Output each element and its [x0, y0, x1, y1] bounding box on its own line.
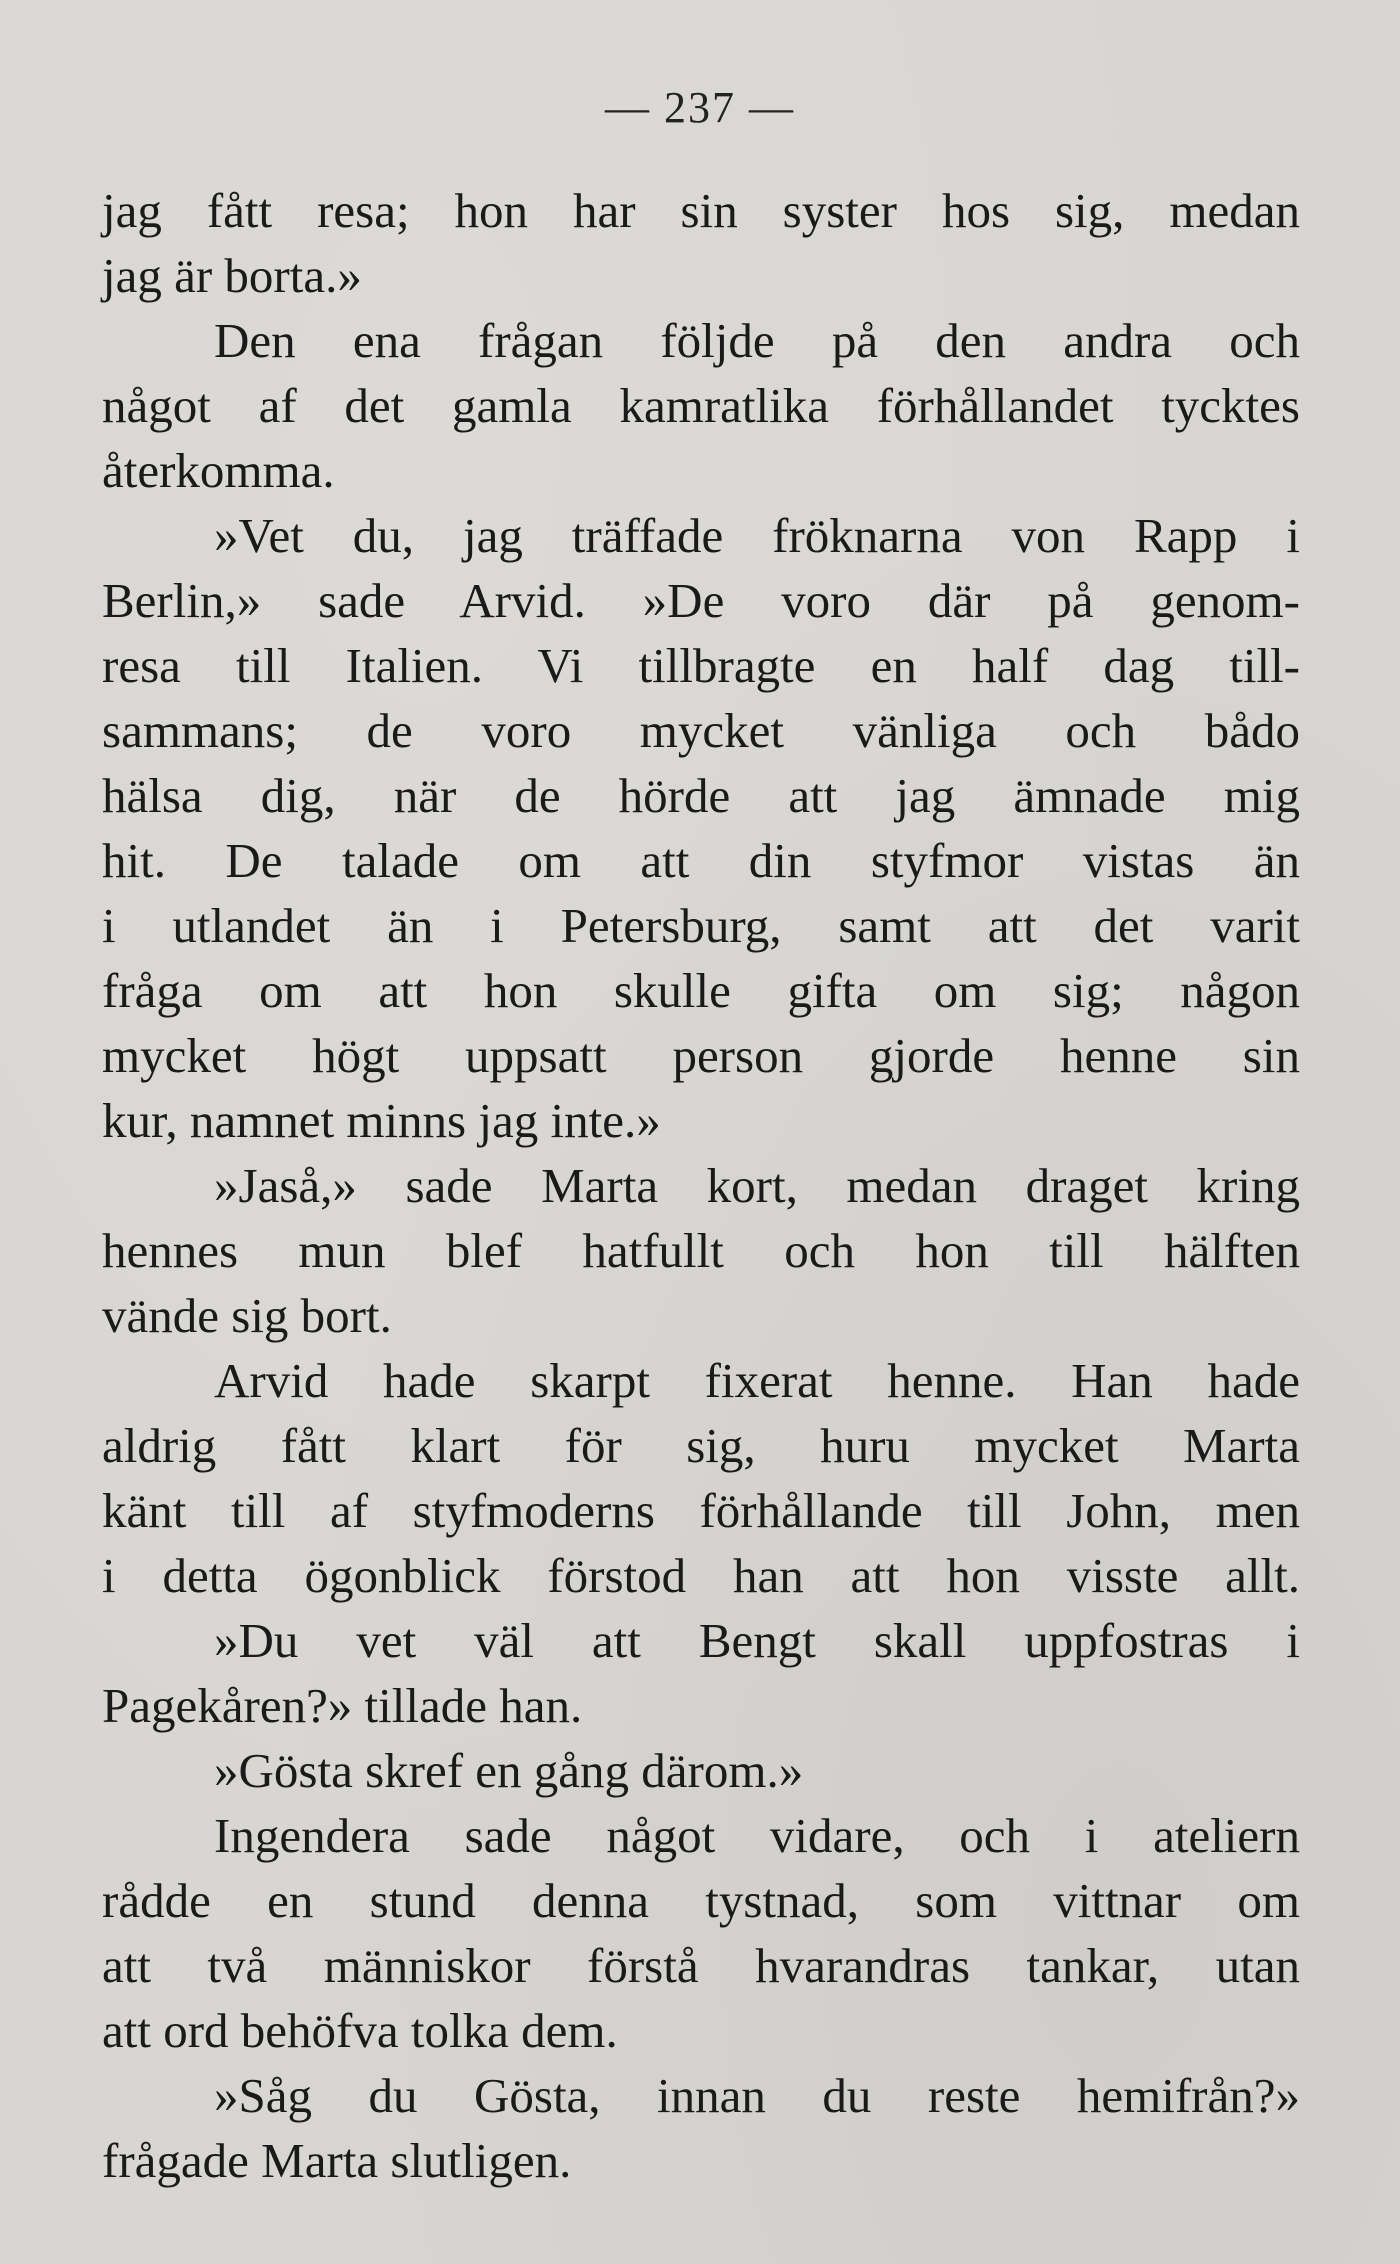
text-line: »Vet du, jag träffade fröknarna von Rapp i: [214, 508, 1300, 563]
text-line: rådde en stund denna tystnad, som vittnar om: [102, 1873, 1300, 1928]
text-line: att ord behöfva tolka dem.: [102, 2003, 618, 2058]
text-line: återkomma.: [102, 443, 335, 498]
text-line: Arvid hade skarpt fixerat henne. Han hade: [214, 1353, 1300, 1408]
text-line: aldrig fått klart för sig, huru mycket Marta: [102, 1418, 1300, 1473]
text-line: kur, namnet minns jag inte.»: [102, 1093, 661, 1148]
text-line: Den ena frågan följde på den andra och: [214, 313, 1300, 368]
text-line: känt till af styfmoderns förhållande till John, men: [102, 1483, 1300, 1538]
text-line: vände sig bort.: [102, 1288, 392, 1343]
text-line: att två människor förstå hvarandras tankar, utan: [102, 1938, 1300, 1993]
text-line: frågade Marta slutligen.: [102, 2133, 572, 2188]
text-line: Ingendera sade något vidare, och i ateliern: [214, 1808, 1300, 1863]
text-line: hit. De talade om att din styfmor vistas än: [102, 833, 1300, 888]
body-text: [102, 178, 1300, 2193]
text-line: sammans; de voro mycket vänliga och bådo: [102, 703, 1300, 758]
text-line: »Gösta skref en gång därom.»: [214, 1743, 804, 1798]
text-line: »Jaså,» sade Marta kort, medan draget kring: [214, 1158, 1300, 1213]
text-line: jag är borta.»: [102, 248, 362, 303]
text-line: jag fått resa; hon har sin syster hos sig, medan: [102, 183, 1300, 238]
text-line: fråga om att hon skulle gifta om sig; någon: [102, 963, 1300, 1018]
text-line: något af det gamla kamratlika förhållandet tycktes: [102, 378, 1300, 433]
text-line: Pagekåren?» tillade han.: [102, 1678, 583, 1733]
text-line: »Såg du Gösta, innan du reste hemifrån?»: [214, 2068, 1300, 2123]
text-line: i detta ögonblick förstod han att hon visste allt.: [102, 1548, 1300, 1603]
text-line: hennes mun blef hatfullt och hon till hälften: [102, 1223, 1300, 1278]
text-line: Berlin,» sade Arvid. »De voro där på genom-: [102, 573, 1300, 628]
page-number: — 237 —: [605, 83, 795, 132]
text-line: resa till Italien. Vi tillbragte en half dag till-: [102, 638, 1300, 693]
text-line: »Du vet väl att Bengt skall uppfostras i: [214, 1613, 1300, 1668]
text-line: mycket högt uppsatt person gjorde henne sin: [102, 1028, 1300, 1083]
text-line: hälsa dig, när de hörde att jag ämnade mig: [102, 768, 1300, 823]
text-line: i utlandet än i Petersburg, samt att det varit: [102, 898, 1300, 953]
